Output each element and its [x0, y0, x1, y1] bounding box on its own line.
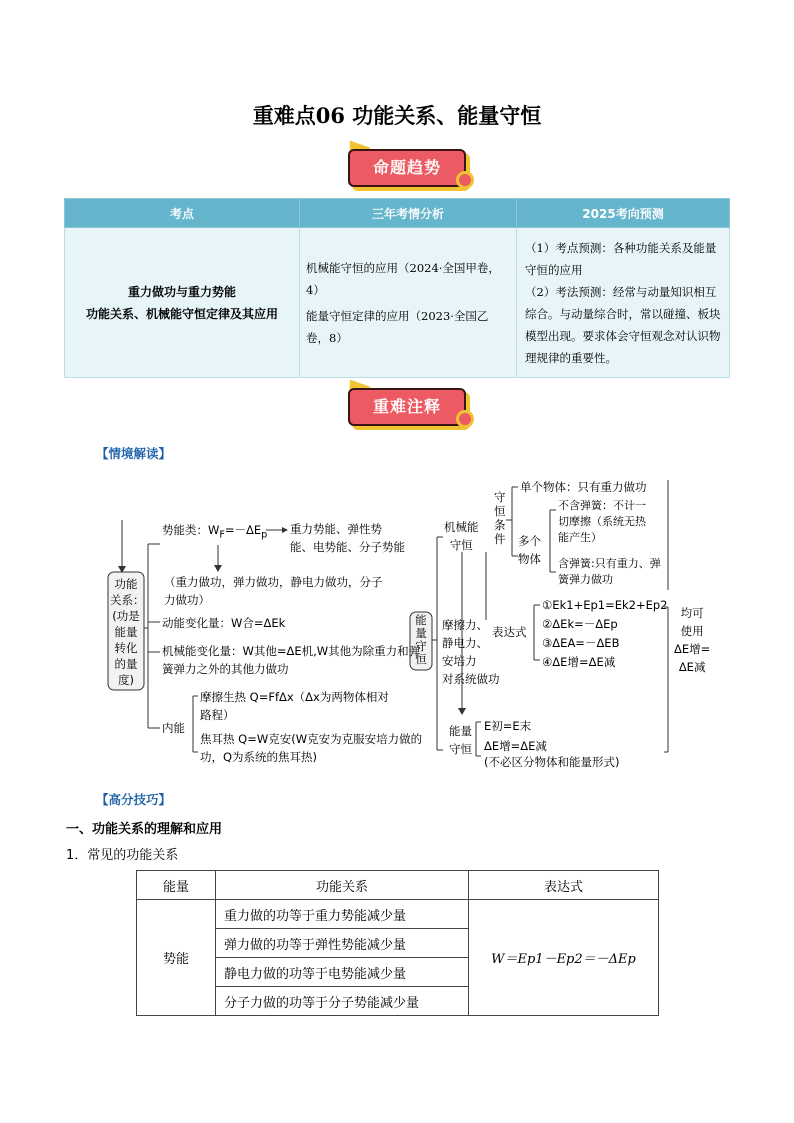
subsection-heading: 1．常见的功能关系	[66, 848, 179, 863]
types-line: 重力势能、弹性势	[290, 522, 382, 536]
forces-mid-line: 安培力	[442, 654, 477, 668]
friction-line: 路程）	[200, 708, 235, 722]
center-char: 恒	[415, 652, 427, 666]
potential-type	[162, 521, 267, 544]
box-line: 的量	[114, 657, 138, 671]
header-analysis: 三年考情分析	[300, 199, 517, 228]
multi-object	[518, 532, 541, 568]
joule-heat	[200, 730, 422, 766]
energy-conservation	[449, 722, 472, 758]
header-forecast: 2025考向预测	[517, 199, 730, 228]
potential-eq-sub: p	[261, 529, 268, 541]
kinetic-change: 动能变化量：W合=ΔEk	[162, 616, 286, 630]
box-line: (功是	[112, 609, 140, 623]
expr-line: ②ΔEk=－ΔEp	[542, 617, 618, 631]
mech-line: 簧弹力之外的其他力做功	[162, 662, 289, 676]
both-line: ΔE增=	[674, 642, 711, 656]
scenario-label: 【情境解读】	[96, 446, 172, 461]
both-line: 均可	[680, 606, 704, 620]
forces-mid-line: 摩擦力、	[442, 618, 488, 632]
single-object: 单个物体：只有重力做功	[520, 480, 647, 494]
mech-line: 机械能变化量：W其他=ΔE机,W其他为除重力和弹	[162, 644, 421, 658]
multi-line: 物体	[518, 552, 541, 566]
nonconservative-forces	[442, 616, 500, 688]
conservation-condition	[494, 490, 506, 546]
center-char: 能	[415, 613, 427, 627]
forces-mid-line: 对系统做功	[442, 672, 500, 686]
relation-cell: 重力做的功等于重力势能减少量	[216, 900, 469, 929]
energy-conservation-exprs	[484, 716, 619, 772]
joule-line: 功，Q为系统的焦耳热)	[200, 750, 318, 764]
explain-banner-text: 重难注释	[372, 397, 441, 416]
energy-table-row	[137, 900, 659, 929]
page-title: 重难点06 功能关系、能量守恒	[252, 103, 542, 128]
potential-head: 势能类：W	[162, 523, 220, 537]
mechanical-change	[162, 642, 420, 678]
mech-cons-line: 守恒	[449, 538, 473, 552]
analysis-line: 能量守恒定律的应用（2023·全国乙卷，8）	[306, 308, 489, 345]
trend-banner-text: 命题趋势	[372, 158, 441, 177]
forecast-line: （2）考法预测：经常与动量知识相互综合。与动量综合时，常以碰撞、板块模型出现。要求体会守恒观念对认识物理规律的重要性。	[525, 284, 721, 365]
with-spring-line: 含弹簧:只有重力、弹	[558, 557, 661, 570]
potential-sub: F	[219, 529, 225, 541]
ec-line: 能量	[449, 724, 472, 738]
ec-line: 守恒	[449, 742, 472, 756]
joule-line: 焦耳热 Q=W克安(W克安为克服安培力做的	[200, 732, 423, 746]
cond-char: 守	[494, 490, 506, 504]
skills-label: 【高分技巧】	[96, 792, 172, 807]
row-label: 势能	[137, 900, 216, 1016]
cond-char: 件	[494, 532, 506, 546]
header-energy: 能量	[137, 871, 216, 900]
section-heading: 一、功能关系的理解和应用	[66, 822, 223, 837]
energy-conservation-box	[412, 614, 430, 666]
box-line: 关系：	[110, 593, 145, 607]
with-spring-line: 簧弹力做功	[558, 573, 613, 586]
friction-heat	[200, 688, 389, 724]
no-spring-line: 不含弹簧：不计一	[558, 499, 646, 512]
header-topic: 考点	[65, 199, 300, 228]
ec-expr-line: ΔE增=ΔE减	[484, 739, 547, 753]
cond-char: 条	[494, 518, 506, 532]
friction-line: 摩擦生热 Q=FfΔx（Δx为两物体相对	[200, 690, 389, 704]
header-relation: 功能关系	[216, 871, 469, 900]
ec-expr-line: (不必区分物体和能量形式)	[484, 755, 620, 769]
mechanical-conservation	[444, 518, 479, 554]
mech-cons-line: 机械能	[444, 520, 479, 534]
types-line: 能、电势能、分子势能	[290, 540, 405, 554]
internal-energy: 内能	[162, 721, 185, 735]
relation-cell: 弹力做的功等于弹性势能减少量	[216, 929, 469, 958]
energy-relation-table	[136, 870, 659, 1016]
relation-cell: 静电力做的功等于电势能减少量	[216, 958, 469, 987]
both-line: ΔE减	[678, 660, 706, 674]
center-char: 守	[415, 639, 427, 653]
center-char: 量	[415, 626, 427, 640]
no-spring	[558, 498, 646, 546]
no-spring-line: 能产生）	[558, 531, 602, 544]
with-spring	[558, 556, 661, 588]
box-line: 度)	[118, 673, 134, 687]
cond-char: 恒	[494, 504, 506, 518]
expressions	[542, 596, 667, 672]
box-line: 功能	[114, 577, 138, 591]
function-relation-box	[110, 576, 145, 688]
formula-cell: W＝Ep1－Ep2＝－ΔEp	[469, 900, 659, 1016]
box-line: 能量	[114, 625, 138, 639]
ec-expr-line: E初=E末	[484, 719, 532, 733]
forecast-line: （1）考点预测：各种功能关系及能量守恒的应用	[525, 240, 717, 277]
expr-line: ①Ek1+Ep1=Ek2+Ep2	[542, 598, 668, 612]
both-line: 使用	[680, 624, 704, 638]
energy-table-header	[137, 871, 659, 900]
multi-line: 多个	[518, 534, 541, 548]
relation-cell: 分子力做的功等于分子势能减少量	[216, 987, 469, 1016]
box-line: 转化	[114, 641, 138, 655]
forces-mid-line: 静电力、	[442, 636, 488, 650]
topic-line: 重力做功与重力势能	[127, 284, 236, 299]
expression-label: 表达式	[492, 625, 527, 639]
both-usable	[674, 604, 710, 676]
no-spring-line: 切摩擦（系统无热	[558, 515, 646, 528]
potential-types	[290, 520, 405, 556]
topic-line: 功能关系、机械能守恒定律及其应用	[85, 306, 278, 321]
expr-line: ④ΔE增=ΔE减	[542, 655, 616, 669]
forces-line: 力做功）	[164, 593, 210, 607]
analysis-line: 机械能守恒的应用（2024·全国甲卷，4）	[306, 260, 500, 297]
expr-line: ③ΔEA=－ΔEB	[542, 636, 620, 650]
header-expression: 表达式	[469, 871, 659, 900]
potential-eq: =－ΔE	[224, 523, 262, 537]
forces-line: （重力做功，弹力做功，静电力做功，分子	[164, 575, 383, 589]
forces-list	[164, 573, 383, 609]
